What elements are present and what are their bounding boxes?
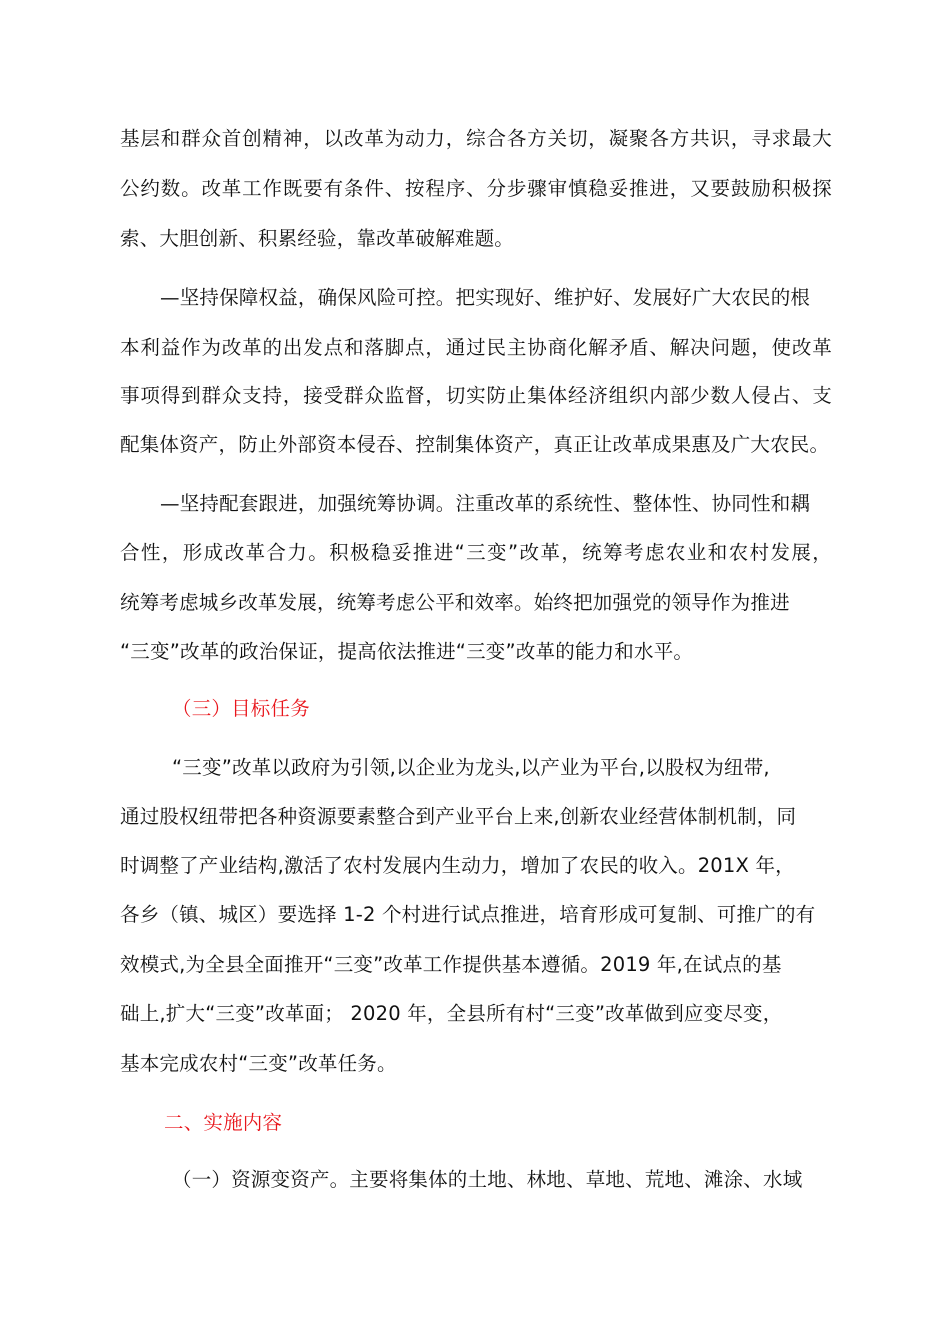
paragraph-line: 础上,扩大“三变”改革面； 2020 年，全县所有村“三变”改革做到应变尽变， [120, 1002, 783, 1025]
paragraph-line: 效模式,为全县全面推开“三变”改革工作提供基本遵循。2019 年,在试点的基 [120, 953, 782, 976]
paragraph-line: 基本完成农村“三变”改革任务。 [120, 1052, 397, 1075]
paragraph-line: —坚持配套跟进，加强统筹协调。注重改革的系统性、整体性、协同性和耦 [160, 492, 811, 515]
paragraph-line: —坚持保障权益，确保风险可控。把实现好、维护好、发展好广大农民的根 [160, 286, 811, 309]
section-heading-implementation: 二、实施内容 [164, 1111, 283, 1134]
paragraph-line: 配集体资产，防止外部资本侵吞、控制集体资产，真正让改革成果惠及广大农民。 [120, 433, 830, 456]
section-heading-goals: （三）目标任务 [172, 697, 310, 720]
paragraph-line: 本利益作为改革的出发点和落脚点，通过民主协商化解矛盾、解决问题，使改革 [120, 336, 832, 359]
paragraph-line: “三变”改革以政府为引领,以企业为龙头,以产业为平台,以股权为纽带, [172, 756, 770, 779]
paragraph-line: 合性，形成改革合力。积极稳妥推进“三变”改革，统筹考虑农业和农村发展， [120, 541, 832, 564]
paragraph-line: “三变”改革的政治保证，提高依法推进“三变”改革的能力和水平。 [120, 640, 694, 663]
paragraph-line: 基层和群众首创精神，以改革为动力，综合各方关切，凝聚各方共识，寻求最大 [120, 127, 832, 150]
paragraph-line: （一）资源变资产。主要将集体的土地、林地、草地、荒地、滩涂、水域 [172, 1168, 803, 1191]
paragraph-line: 统筹考虑城乡改革发展，统筹考虑公平和效率。始终把加强党的领导作为推进 [120, 591, 790, 614]
paragraph-line: 各乡（镇、城区）要选择 1-2 个村进行试点推进，培育形成可复制、可推广的有 [120, 903, 816, 926]
paragraph-line: 索、大胆创新、积累经验，靠改革破解难题。 [120, 227, 515, 250]
paragraph-line: 通过股权纽带把各种资源要素整合到产业平台上来,创新农业经营体制机制，同 [120, 805, 797, 828]
paragraph-line: 时调整了产业结构,激活了农村发展内生动力，增加了农民的收入。201X 年， [120, 854, 795, 877]
paragraph-line: 事项得到群众支持，接受群众监督，切实防止集体经济组织内部少数人侵占、支 [120, 384, 832, 407]
paragraph-line: 公约数。改革工作既要有条件、按程序、分步骤审慎稳妥推进，又要鼓励积极探 [120, 177, 832, 200]
